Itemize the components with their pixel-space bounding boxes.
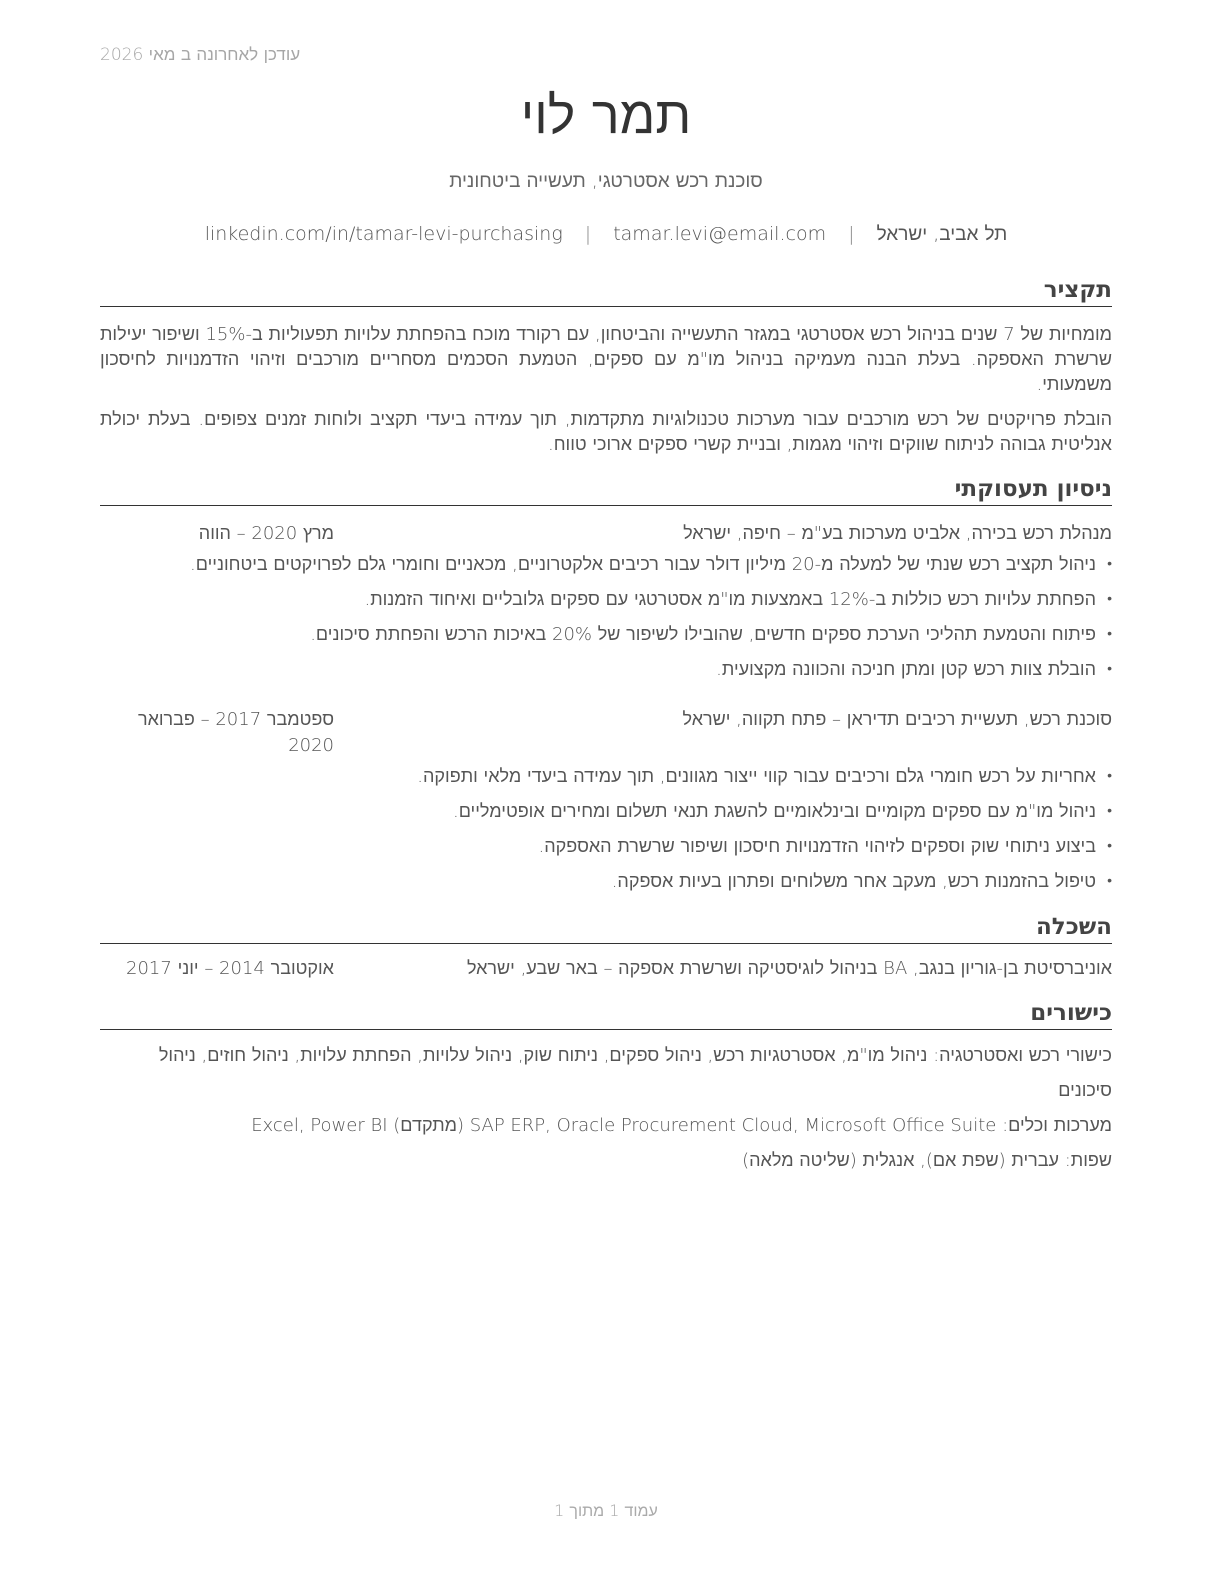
job-role: מנהלת רכש בכירה, אלביט מערכות בע"מ – חיפה, ישראל: [683, 523, 1112, 544]
summary-paragraph: הובלת פרויקטים של רכש מורכבים עבור מערכות טכנולוגיות מתקדמות, תוך עמידה ביעדי תקציב ולוחות זמנים צפופים. בעלת יכולת אנליטית גבוהה לניתוח שווקים וזיהוי מגמות, ובניית קשרי ספקים ארוכי טווח.: [100, 409, 1112, 455]
list-item: • פיתוח והטמעת תהליכי הערכת ספקים חדשים, שהובילו לשיפור של 20% באיכות הרכש והפחתת סיכונים.: [100, 617, 1112, 652]
job-bullets: [100, 547, 1112, 687]
summary-section: [100, 276, 1112, 457]
education-entry: [100, 956, 1112, 982]
list-item: • ניהול מו"מ עם ספקים מקומיים ובינלאומיים להשגת תנאי תשלום ומחירים אופטימליים.: [100, 794, 1112, 829]
section-title: תקציר: [100, 276, 1112, 307]
contact-line: [100, 223, 1112, 246]
job-dates: מרץ 2020 – הווה: [198, 523, 334, 544]
location: תל אביב, ישראל: [876, 223, 1008, 245]
last-updated: עודכן לאחרונה ב מאי 2026: [100, 45, 301, 65]
linkedin-link[interactable]: linkedin.com/in/tamar-levi-purchasing: [204, 223, 563, 245]
list-item: • הובלת צוות רכש קטן ומתן חניכה והכוונה מקצועית.: [100, 652, 1112, 687]
candidate-title: סוכנת רכש אסטרטגי, תעשייה ביטחונית: [449, 170, 763, 192]
job-header: [100, 707, 1112, 759]
section-title: השכלה: [100, 913, 1112, 944]
separator: |: [584, 223, 592, 245]
job-header: [100, 521, 1112, 547]
experience-section: [100, 475, 1112, 899]
job-dates: ספטמבר 2017 – פברואר 2020: [137, 709, 334, 756]
list-item: • טיפול בהזמנות רכש, מעקב אחר משלוחים ופתרון בעיות אספקה.: [100, 864, 1112, 899]
skills-line: כישורי רכש ואסטרטגיה: ניהול מו"מ, אסטרטגיות רכש, ניהול ספקים, ניתוח שוק, ניהול עלויות, הפחתת עלויות, ניהול חוזים, ניהול סיכונים: [158, 1045, 1112, 1101]
list-item: • הפחתת עלויות רכש כוללות ב-12% באמצעות מו"מ אסטרטגי עם ספקים גלובליים ואיחוד הזמנות.: [100, 582, 1112, 617]
skills-section: [100, 999, 1112, 1178]
section-title: ניסיון תעסוקתי: [100, 475, 1112, 506]
resume-page: [100, 0, 1112, 1584]
job-bullets: [100, 759, 1112, 899]
summary-paragraph: מומחיות של 7 שנים בניהול רכש אסטרטגי במגזר התעשייה והביטחון, עם רקורד מוכח בהפחתת עלויות תפעוליות ב-15% ושיפור יעילות שרשרת האספקה. בעלת הבנה מעמיקה בניהול מו"מ עם ספקים, הטמעת הסכמים מסחריים מורכבים וזיהוי הזדמנויות לחיסכון משמעותי.: [100, 324, 1112, 395]
list-item: • ניהול תקציב רכש שנתי של למעלה מ-20 מיליון דולר עבור רכיבים אלקטרוניים, מכאניים וחומרי גלם לפרויקטים ביטחוניים.: [100, 547, 1112, 582]
list-item: • ביצוע ניתוחי שוק וספקים לזיהוי הזדמנויות חיסכון ושיפור שרשרת האספקה.: [100, 829, 1112, 864]
page-number: עמוד 1 מתוך 1: [554, 1501, 658, 1520]
degree: אוניברסיטת בן-גוריון בנגב, BA בניהול לוגיסטיקה ושרשרת אספקה – באר שבע, ישראל: [466, 958, 1112, 979]
education-dates: אוקטובר 2014 – יוני 2017: [126, 958, 334, 979]
list-item: • אחריות על רכש חומרי גלם ורכיבים עבור קווי ייצור מגוונים, תוך עמידה ביעדי מלאי ותפוקה.: [100, 759, 1112, 794]
email-link[interactable]: tamar.levi@email.com: [613, 223, 827, 245]
education-section: [100, 913, 1112, 982]
job-role: סוכנת רכש, תעשיית רכיבים תדיראן – פתח תקווה, ישראל: [682, 709, 1112, 730]
separator: |: [848, 223, 855, 245]
skills-line: מערכות וכלים: SAP ERP, Oracle Procurement Cloud, Microsoft Office Suite (מתקדם) Excel, Power BI: [251, 1115, 1112, 1136]
candidate-name: תמר לוי: [520, 86, 692, 146]
job-entry: [100, 521, 1112, 687]
skills-line: שפות: עברית (שפת אם), אנגלית (שליטה מלאה): [742, 1150, 1112, 1171]
job-entry: [100, 707, 1112, 899]
section-title: כישורים: [100, 999, 1112, 1030]
